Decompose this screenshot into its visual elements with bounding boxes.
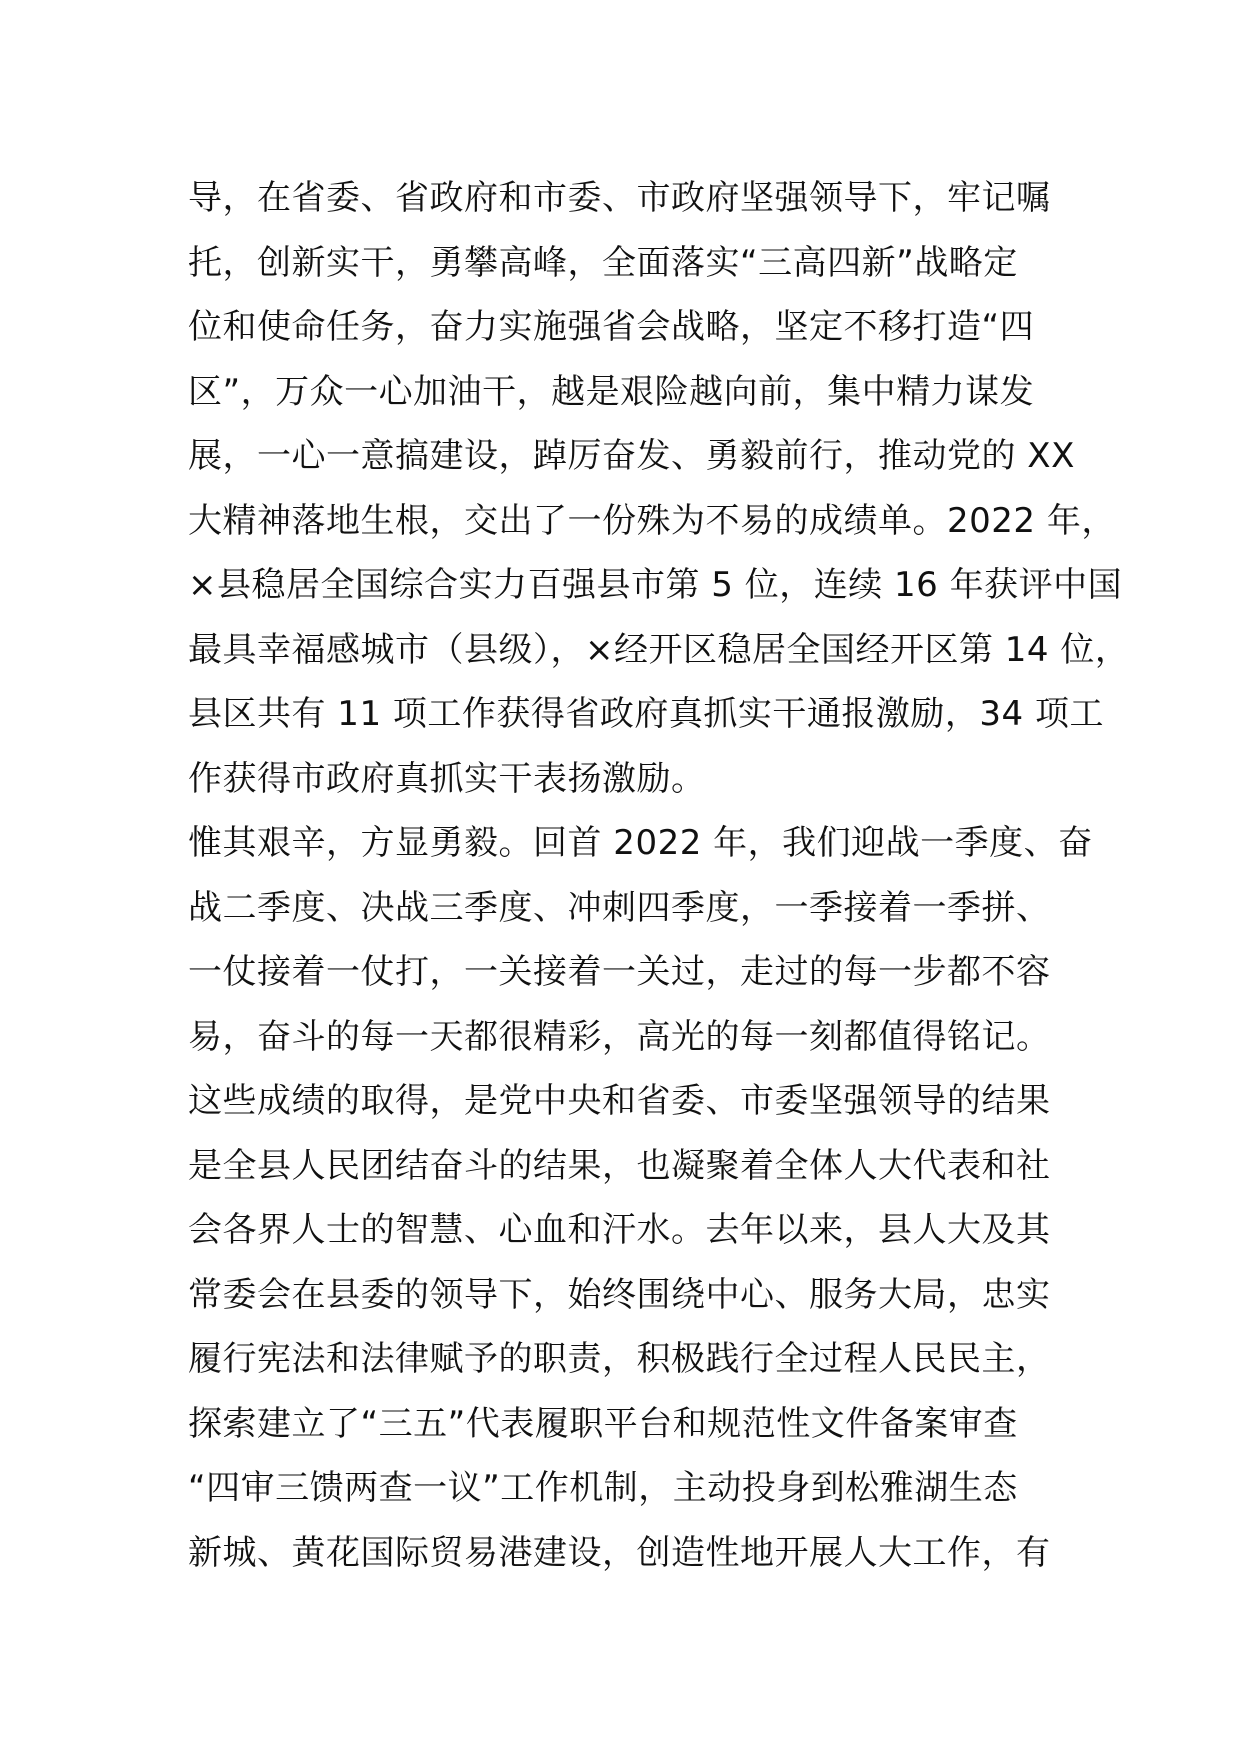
text-line: “四审三馈两查一议”工作机制，主动投身到松雅湖生态 <box>188 1468 1018 1508</box>
text-line: ×县稳居全国综合实力百强县市第 5 位，连续 16 年获评中国 <box>188 565 1123 605</box>
text-line: 常委会在县委的领导下，始终围绕中心、服务大局，忠实 <box>188 1274 1051 1315</box>
text-line: 探索建立了“三五”代表履职平台和规范性文件备案审查 <box>188 1403 1018 1444</box>
text-line: 惟其艰辛，方显勇毅。回首 2022 年，我们迎战一季度、奋 <box>188 823 1093 863</box>
text-line: 是全县人民团结奋斗的结果，也凝聚着全体人大代表和社 <box>188 1145 1051 1186</box>
text-line: 位和使命任务，奋力实施强省会战略，坚定不移打造“四 <box>188 307 1035 347</box>
body-text <box>188 166 1130 1585</box>
text-line: 易，奋斗的每一天都很精彩，高光的每一刻都值得铭记。 <box>188 1016 1051 1057</box>
text-line: 作获得市政府真抓实干表扬激励。 <box>188 758 706 799</box>
text-line: 最具幸福感城市（县级），×经开区稳居全国经开区第 14 位， <box>188 629 1130 670</box>
text-line: 履行宪法和法律赋予的职责，积极践行全过程人民民主， <box>188 1339 1051 1379</box>
text-line: 托，创新实干，勇攀高峰，全面落实“三高四新”战略定 <box>188 242 1018 283</box>
text-line: 战二季度、决战三季度、冲刺四季度，一季接着一季拼、 <box>188 887 1051 928</box>
text-line: 展，一心一意搞建设，踔厉奋发、勇毅前行，推动党的 XX <box>188 436 1075 476</box>
text-line: 区”，万众一心加油干，越是艰险越向前，集中精力谋发 <box>188 371 1035 412</box>
text-line: 会各界人士的智慧、心血和汗水。去年以来，县人大及其 <box>188 1210 1051 1250</box>
text-line: 这些成绩的取得，是党中央和省委、市委坚强领导的结果 <box>188 1081 1051 1121</box>
text-line: 导，在省委、省政府和市委、市政府坚强领导下，牢记嘱 <box>188 178 1051 218</box>
text-line: 新城、黄花国际贸易港建设，创造性地开展人大工作，有 <box>188 1532 1051 1573</box>
text-line: 县区共有 11 项工作获得省政府真抓实干通报激励，34 项工 <box>188 694 1104 734</box>
text-line: 一仗接着一仗打，一关接着一关过，走过的每一步都不容 <box>188 952 1051 992</box>
text-line: 大精神落地生根，交出了一份殊为不易的成绩单。2022 年， <box>188 500 1116 541</box>
